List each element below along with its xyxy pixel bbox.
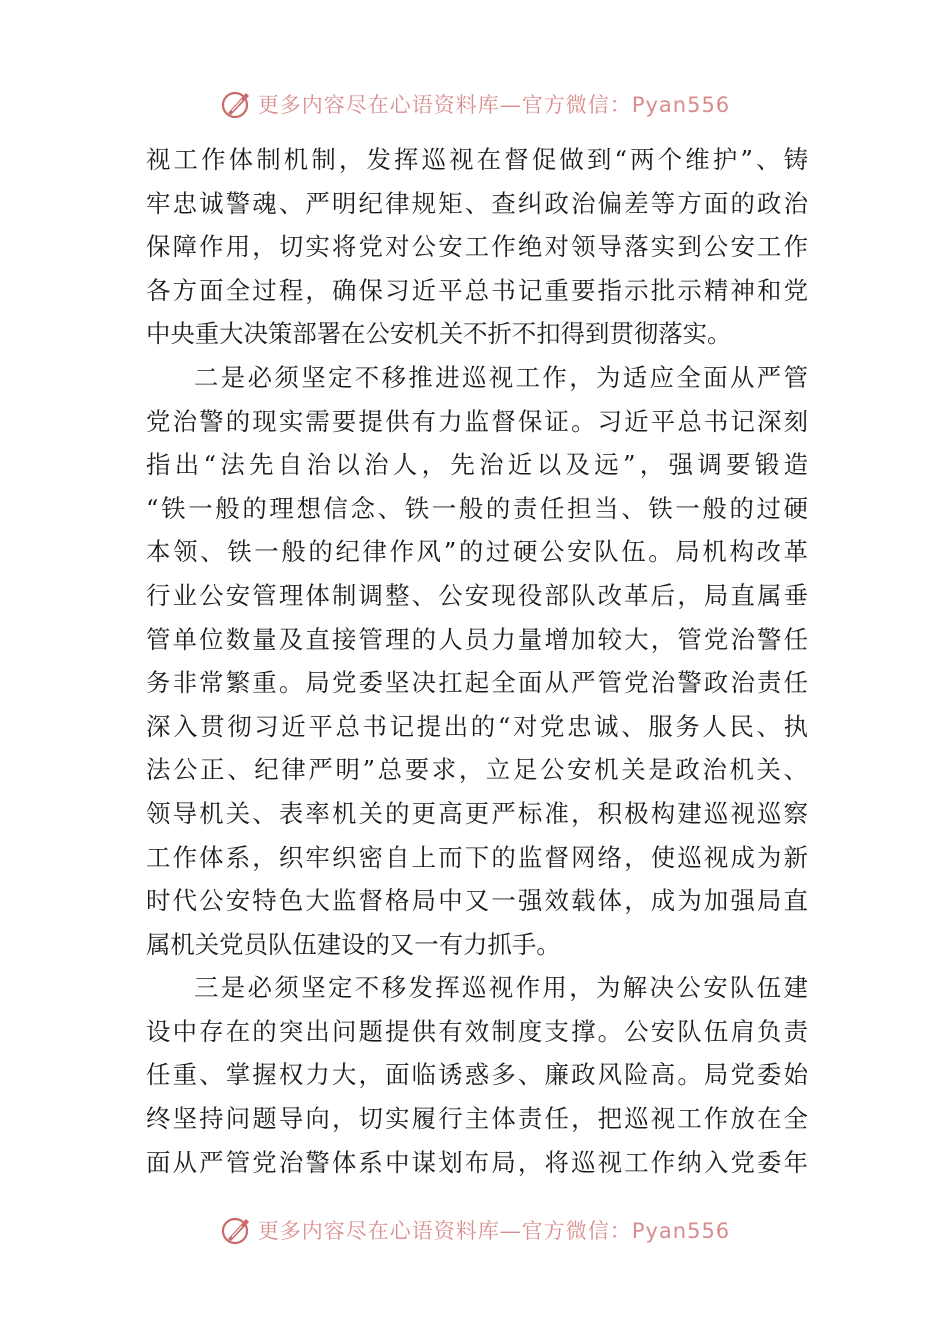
text-line: 工作体系，织牢织密自上而下的监督网络，使巡视成为新 (146, 842, 808, 872)
text-line: 牢忠诚警魂、严明纪律规矩、查纠政治偏差等方面的政治 (146, 188, 808, 218)
text-line: 领导机关、表率机关的更高更严标准，积极构建巡视巡察 (146, 798, 808, 828)
text-line: 设中存在的突出问题提供有效制度支撑。公安队伍肩负责 (146, 1016, 808, 1046)
text-line: 党治警的现实需要提供有力监督保证。习近平总书记深刻 (146, 406, 808, 436)
text-line: 务非常繁重。局党委坚决扛起全面从严管党治警政治责任 (146, 668, 808, 698)
text-line: 中央重大决策部署在公安机关不折不扣得到贯彻落实。 (146, 319, 732, 349)
text-line: “铁一般的理想信念、铁一般的责任担当、铁一般的过硬 (146, 493, 808, 523)
text-line: 终坚持问题导向，切实履行主体责任，把巡视工作放在全 (146, 1104, 808, 1134)
text-line: 面从严管党治警体系中谋划布局，将巡视工作纳入党委年 (146, 1147, 808, 1177)
banner-text: 更多内容尽在心语资料库—官方微信：Pyan556 (257, 1219, 731, 1243)
text-line: 各方面全过程，确保习近平总书记重要指示批示精神和党 (146, 275, 808, 305)
document-body (146, 138, 808, 1184)
text-line: 任重、掌握权力大，面临诱惑多、廉政风险高。局党委始 (146, 1060, 808, 1090)
paragraph-start-line: 三是必须坚定不移发挥巡视作用，为解决公安队伍建 (194, 973, 808, 1003)
text-line: 属机关党员队伍建设的又一有力抓手。 (146, 929, 561, 959)
wechat-id: Pyan556 (631, 93, 731, 117)
quill-pen-seal-icon (220, 1213, 254, 1247)
wechat-id: Pyan556 (631, 1219, 731, 1243)
paragraph-start-line: 二是必须坚定不移推进巡视工作，为适应全面从严管 (194, 362, 808, 392)
text-line: 深入贯彻习近平总书记提出的“对党忠诚、服务人民、执 (146, 711, 808, 741)
footer-watermark-banner (0, 1210, 950, 1250)
text-line: 指出“法先自治以治人，先治近以及远”，强调要锻造 (146, 450, 808, 480)
text-line: 保障作用，切实将党对公安工作绝对领导落实到公安工作 (146, 232, 808, 262)
text-line: 本领、铁一般的纪律作风”的过硬公安队伍。局机构改革 (146, 537, 808, 567)
text-line: 时代公安特色大监督格局中又一强效载体，成为加强局直 (146, 886, 808, 916)
text-line: 管单位数量及直接管理的人员力量增加较大，管党治警任 (146, 624, 808, 654)
text-line: 视工作体制机制，发挥巡视在督促做到“两个维护”、铸 (146, 145, 808, 174)
quill-pen-seal-icon (220, 87, 254, 121)
text-line: 法公正、纪律严明”总要求，立足公安机关是政治机关、 (146, 755, 808, 785)
text-line: 行业公安管理体制调整、公安现役部队改革后，局直属垂 (146, 580, 808, 610)
header-watermark-banner (0, 84, 950, 124)
banner-text: 更多内容尽在心语资料库—官方微信：Pyan556 (257, 93, 731, 117)
